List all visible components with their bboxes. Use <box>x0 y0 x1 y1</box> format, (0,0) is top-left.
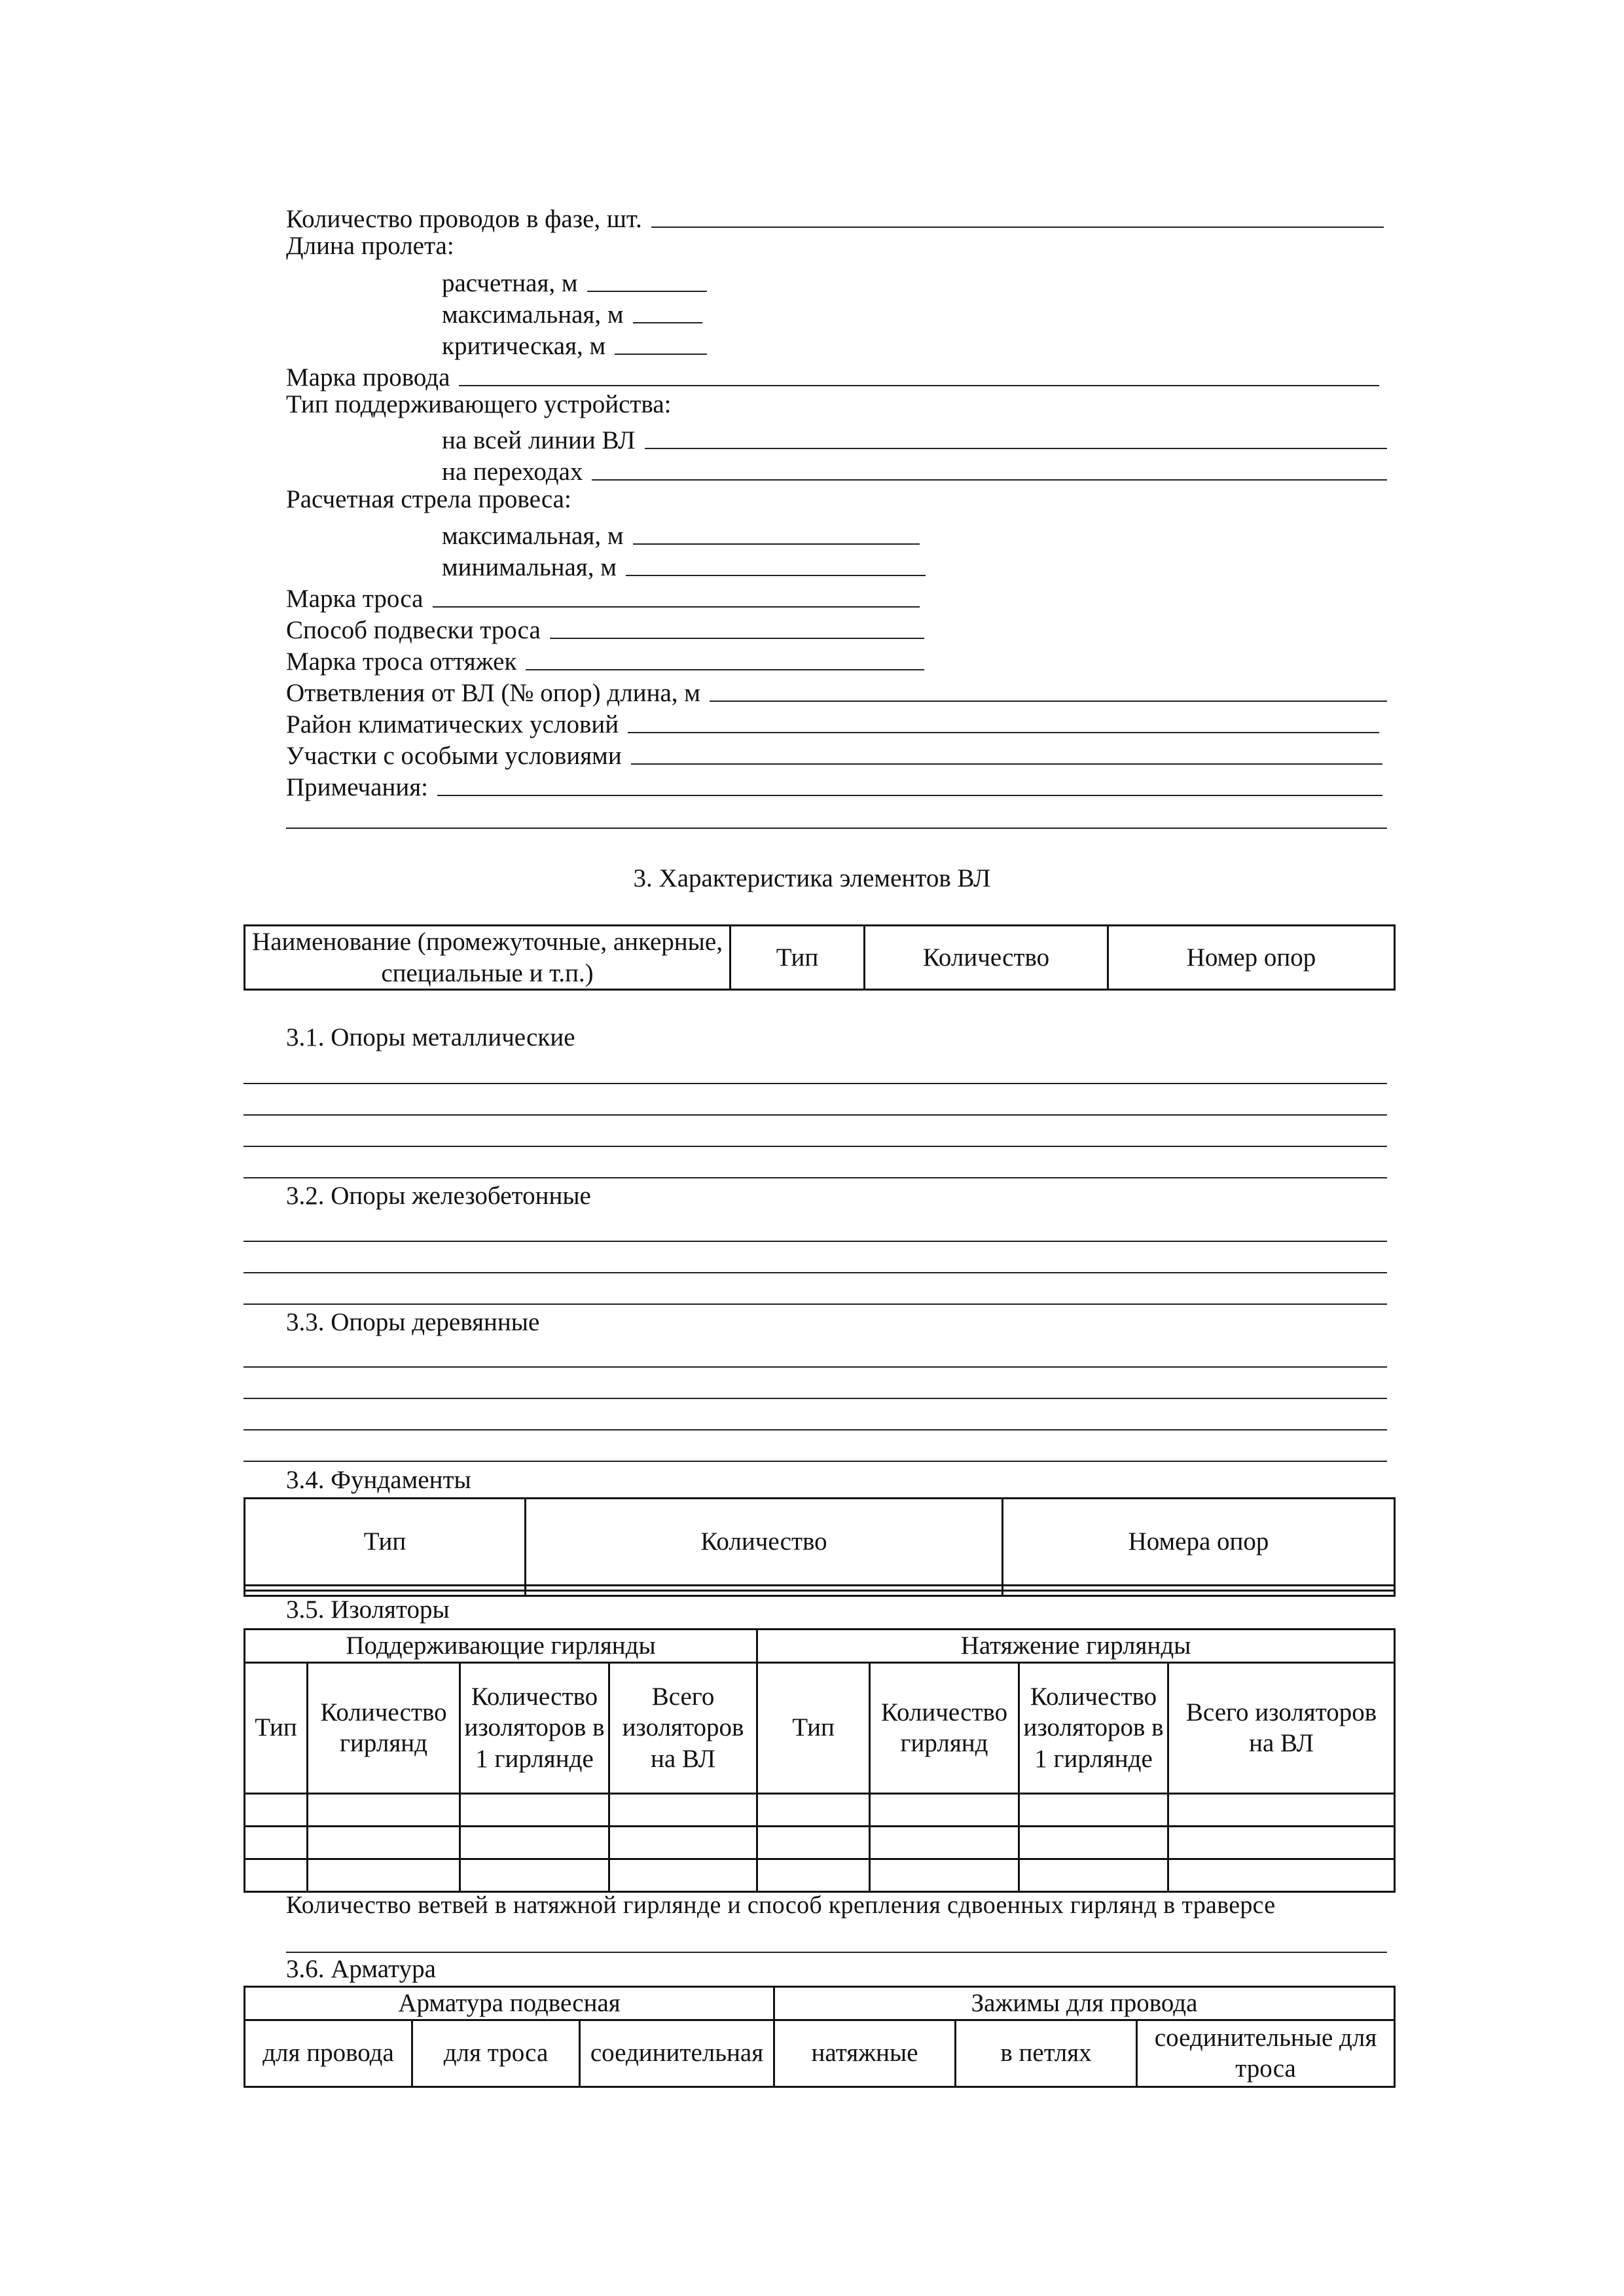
table-cell[interactable] <box>308 1826 460 1859</box>
field-climate: Район климатических условий <box>286 706 1379 737</box>
input-line[interactable] <box>526 668 924 670</box>
table-cell[interactable] <box>1168 1826 1395 1859</box>
foundations-table <box>244 1497 1396 1597</box>
insulators-table <box>244 1628 1396 1893</box>
table-cell[interactable] <box>460 1826 609 1859</box>
field-branches: Ответвления от ВЛ (№ опор) длина, м <box>286 674 1387 706</box>
input-line[interactable] <box>459 384 1379 386</box>
field-cable-method: Способ подвески троса <box>286 611 924 643</box>
table-cell[interactable] <box>460 1793 609 1826</box>
s33-title: 3.3. Опоры деревянные <box>286 1308 540 1336</box>
s31-line[interactable] <box>244 1114 1387 1116</box>
table-cell[interactable] <box>870 1793 1019 1826</box>
field-support-crossings: на переходах <box>442 453 1387 484</box>
table-cell[interactable] <box>1168 1859 1395 1891</box>
table-cell[interactable] <box>1019 1859 1168 1891</box>
field-span-calc: расчетная, м <box>442 264 707 296</box>
header-quantity: Количество <box>865 926 1108 990</box>
col-header: Тип <box>757 1662 870 1793</box>
field-cable-brand: Марка троса <box>286 580 920 611</box>
group-clamps-header: Зажимы для провода <box>774 1987 1395 2020</box>
s32-line[interactable] <box>244 1303 1387 1305</box>
s32-line[interactable] <box>244 1241 1387 1242</box>
s31-line[interactable] <box>244 1177 1387 1178</box>
table-row <box>245 1793 1395 1826</box>
table-row <box>245 926 1395 990</box>
fittings-table <box>244 1986 1396 2088</box>
table-cell[interactable] <box>245 1859 308 1891</box>
col-header: Количество изоляторов в 1 гирлянде <box>460 1662 609 1793</box>
s33-line[interactable] <box>244 1461 1387 1462</box>
table-cell[interactable] <box>870 1859 1019 1891</box>
section3-title: 3. Характеристика элементов ВЛ <box>633 864 991 892</box>
table-cell[interactable] <box>1168 1793 1395 1826</box>
table-row <box>245 1859 1395 1891</box>
field-support-whole: на всей линии ВЛ <box>442 422 1387 453</box>
group-suspension-header: Арматура подвесная <box>245 1987 774 2020</box>
elements-table <box>244 924 1396 991</box>
field-sag-max: максимальная, м <box>442 517 920 549</box>
table-cell[interactable] <box>245 1586 526 1591</box>
header-name: Наименование (промежуточные, анкерные, специальные и т.п.) <box>245 926 731 990</box>
input-line[interactable] <box>651 226 1384 228</box>
table-row <box>245 2020 1395 2086</box>
field-guy-brand: Марка троса оттяжек <box>286 643 924 674</box>
col-header: соединительная <box>580 2020 774 2086</box>
field-span-max: максимальная, м <box>442 296 702 327</box>
table-cell[interactable] <box>757 1859 870 1891</box>
field-special-areas: Участки с особыми условиями <box>286 737 1382 769</box>
table-cell[interactable] <box>1003 1586 1395 1591</box>
col-header: для провода <box>245 2020 412 2086</box>
col-header: для троса <box>412 2020 580 2086</box>
s33-line[interactable] <box>244 1429 1387 1430</box>
table-cell[interactable] <box>870 1826 1019 1859</box>
field-wires-per-phase: Количество проводов в фазе, шт. <box>286 200 1384 232</box>
s35-note: Количество ветвей в натяжной гирлянде и способ крепления сдвоенных гирлянд в траверсе <box>286 1891 1276 1919</box>
table-cell[interactable] <box>308 1793 460 1826</box>
input-line[interactable] <box>710 700 1387 702</box>
input-line[interactable] <box>587 290 707 292</box>
input-line[interactable] <box>628 731 1379 733</box>
group-support-header: Поддерживающие гирлянды <box>245 1630 757 1663</box>
table-cell[interactable] <box>526 1591 1003 1596</box>
input-line[interactable] <box>631 763 1382 765</box>
s35-title: 3.5. Изоляторы <box>286 1595 450 1624</box>
s31-line[interactable] <box>244 1083 1387 1084</box>
s35-note-line[interactable] <box>286 1952 1387 1953</box>
table-row <box>245 1499 1395 1586</box>
col-header: натяжные <box>774 2020 956 2086</box>
table-cell[interactable] <box>609 1793 757 1826</box>
table-cell[interactable] <box>1019 1793 1168 1826</box>
table-row <box>245 1662 1395 1793</box>
input-line[interactable] <box>615 353 707 355</box>
input-line[interactable] <box>633 543 920 545</box>
sag-label: Расчетная стрела провеса: <box>286 485 571 513</box>
header-pole-numbers: Номер опор <box>1108 926 1395 990</box>
input-line[interactable] <box>645 447 1387 449</box>
notes-extra-line[interactable] <box>286 828 1387 829</box>
header-type: Тип <box>731 926 865 990</box>
s33-line[interactable] <box>244 1398 1387 1399</box>
table-cell[interactable] <box>609 1859 757 1891</box>
s34-title: 3.4. Фундаменты <box>286 1466 471 1494</box>
col-header: Тип <box>245 1662 308 1793</box>
s31-title: 3.1. Опоры металлические <box>286 1023 575 1051</box>
support-type-label: Тип поддерживающего устройства: <box>286 390 672 418</box>
table-row <box>245 1630 1395 1663</box>
table-cell[interactable] <box>1019 1826 1168 1859</box>
col-header: Всего изоляторов на ВЛ <box>609 1662 757 1793</box>
table-cell[interactable] <box>757 1793 870 1826</box>
col-header: Количество гирлянд <box>308 1662 460 1793</box>
s33-line[interactable] <box>244 1366 1387 1368</box>
table-cell[interactable] <box>609 1826 757 1859</box>
field-sag-min: минимальная, м <box>442 549 926 580</box>
field-wire-brand: Марка провода <box>286 359 1379 390</box>
table-row <box>245 1586 1395 1591</box>
s31-line[interactable] <box>244 1146 1387 1147</box>
header-quantity: Количество <box>526 1499 1003 1586</box>
input-line[interactable] <box>437 794 1382 796</box>
field-notes: Примечания: <box>286 769 1382 800</box>
s32-line[interactable] <box>244 1272 1387 1273</box>
col-header: Всего изоляторов на ВЛ <box>1168 1662 1395 1793</box>
table-cell[interactable] <box>245 1793 308 1826</box>
header-pole-numbers: Номера опор <box>1003 1499 1395 1586</box>
table-cell[interactable] <box>757 1826 870 1859</box>
input-line[interactable] <box>633 321 703 323</box>
input-line[interactable] <box>592 479 1387 481</box>
input-line[interactable] <box>433 606 920 608</box>
input-line[interactable] <box>550 637 924 639</box>
table-row <box>245 1826 1395 1859</box>
input-line[interactable] <box>626 574 926 576</box>
table-cell[interactable] <box>308 1859 460 1891</box>
table-cell[interactable] <box>460 1859 609 1891</box>
group-tension-header: Натяжение гирлянды <box>757 1630 1395 1663</box>
table-cell[interactable] <box>526 1586 1003 1591</box>
col-header: соединительные для троса <box>1137 2020 1395 2086</box>
table-cell[interactable] <box>1003 1591 1395 1596</box>
table-cell[interactable] <box>245 1826 308 1859</box>
col-header: Количество гирлянд <box>870 1662 1019 1793</box>
s36-title: 3.6. Арматура <box>286 1955 436 1983</box>
col-header: Количество изоляторов в 1 гирлянде <box>1019 1662 1168 1793</box>
col-header: в петлях <box>956 2020 1137 2086</box>
header-type: Тип <box>245 1499 526 1586</box>
span-length-label: Длина пролета: <box>286 232 454 260</box>
table-row <box>245 1987 1395 2020</box>
field-span-crit: критическая, м <box>442 327 707 359</box>
s32-title: 3.2. Опоры железобетонные <box>286 1182 591 1210</box>
